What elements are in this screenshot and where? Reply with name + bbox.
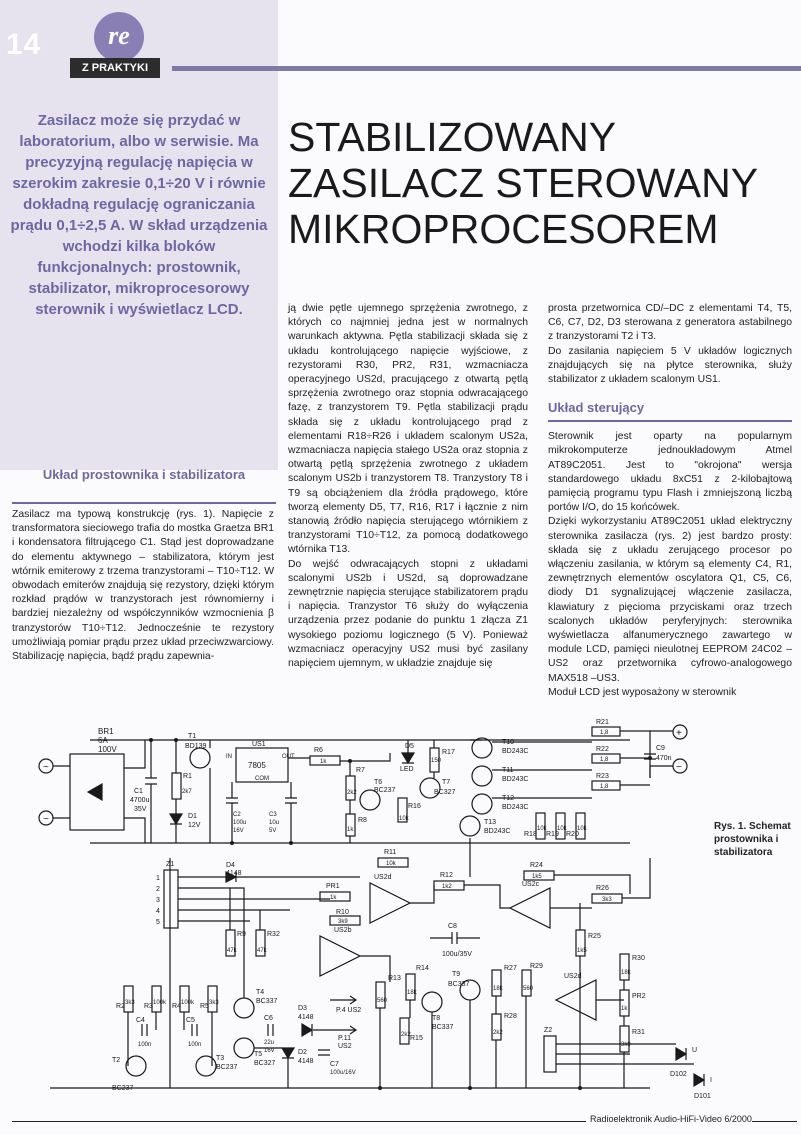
svg-text:US2c: US2c (522, 881, 540, 888)
svg-text:1,8: 1,8 (600, 784, 609, 790)
opamp-us2c (510, 888, 550, 928)
junction-dot (578, 1086, 582, 1090)
svg-text:R17: R17 (442, 749, 455, 756)
svg-text:1,8: 1,8 (600, 757, 609, 763)
capacitor-c5 (192, 1024, 197, 1036)
article-lead: Zasilacz może się przydać w laboratorium, albo w serwisie. Ma precyzyjną regulację napięcia w szerokim zakresie 0,1÷20 V i równie dokładną regulację ograniczania prądu 0,1÷2,5 A. W skład urządzenia wchodzi kilka bloków funkcjonalnych: prostownik, stabilizator, mikroprocesorowy sterownik i wyświetlacz LCD. (10, 112, 268, 318)
resistor-r15 (400, 1018, 409, 1044)
resistor-r27 (492, 970, 501, 996)
column-1 (12, 508, 274, 664)
svg-text:R12: R12 (440, 872, 453, 879)
svg-text:7805: 7805 (248, 761, 266, 770)
capacitor-c1 (145, 740, 157, 843)
svg-text:−: − (676, 762, 682, 773)
svg-text:3k3: 3k3 (209, 1000, 219, 1006)
svg-text:T5: T5 (254, 1051, 263, 1058)
junction-dot (230, 841, 234, 845)
transistor-t8 (422, 992, 442, 1012)
svg-text:OUT: OUT (282, 754, 295, 760)
svg-text:R23: R23 (596, 773, 609, 780)
svg-text:10k: 10k (386, 861, 396, 867)
capacitor-c3 (285, 782, 297, 843)
svg-text:R16: R16 (408, 803, 421, 810)
svg-text:5: 5 (156, 919, 160, 926)
transistor-t10 (472, 738, 492, 758)
svg-text:BD243C: BD243C (502, 748, 529, 755)
svg-text:R3: R3 (144, 1003, 153, 1010)
heading-rule (12, 502, 276, 504)
transistor-t1 (190, 748, 210, 768)
svg-text:2k2: 2k2 (347, 790, 357, 796)
svg-text:BC337: BC337 (432, 1024, 454, 1031)
junction-dot (174, 738, 178, 742)
svg-text:T8: T8 (432, 1015, 441, 1022)
section-tag: Z PRAKTYKI (70, 58, 160, 78)
svg-text:IN: IN (226, 754, 232, 760)
resistor-r31 (620, 1026, 629, 1052)
svg-text:1k5: 1k5 (577, 948, 587, 954)
svg-text:10k: 10k (399, 816, 409, 822)
connector-z1 (164, 870, 178, 928)
svg-text:Z1: Z1 (166, 861, 175, 868)
diode-d3 (302, 1024, 312, 1036)
svg-text:BD243C: BD243C (502, 804, 529, 811)
svg-text:100k: 100k (181, 1000, 195, 1006)
opamp-us2b (320, 936, 360, 976)
svg-text:4700u: 4700u (130, 797, 150, 804)
svg-text:T6: T6 (374, 779, 383, 786)
svg-text:100n: 100n (138, 1042, 152, 1048)
junction-dot (149, 738, 153, 742)
junction-dot (468, 1086, 472, 1090)
svg-text:R30: R30 (632, 955, 645, 962)
svg-text:R9: R9 (237, 931, 246, 938)
svg-text:1k: 1k (347, 827, 354, 833)
svg-text:5V: 5V (269, 828, 277, 834)
svg-text:~: ~ (43, 814, 49, 825)
paragraph: Do zasilania napięciem 5 V układów logicznych znajdujących się na płytce sterownika, służy stabilizator z układem scalonym US1. (548, 345, 792, 386)
svg-text:U: U (692, 1047, 698, 1054)
svg-text:18k: 18k (407, 990, 417, 996)
diode-d2 (282, 1048, 294, 1058)
svg-text:T10: T10 (502, 739, 515, 746)
svg-text:D102: D102 (670, 1071, 687, 1078)
paragraph: Moduł LCD jest wyposażony w sterownik (548, 686, 737, 698)
svg-text:1: 1 (156, 875, 160, 882)
svg-text:3k3: 3k3 (125, 1000, 135, 1006)
svg-text:T11: T11 (502, 767, 514, 774)
svg-text:R7: R7 (356, 767, 365, 774)
svg-text:R20: R20 (566, 831, 579, 838)
svg-text:R11: R11 (384, 849, 397, 856)
junction-dot (348, 759, 352, 763)
column-3 (548, 302, 792, 700)
svg-text:R32: R32 (267, 931, 280, 938)
svg-text:PR1: PR1 (326, 883, 340, 890)
svg-text:470n: 470n (656, 755, 672, 762)
svg-text:10k: 10k (577, 826, 587, 832)
svg-text:560: 560 (377, 998, 388, 1004)
paragraph: Zasilacz ma typową konstrukcję (rys. 1). Napięcie z transformatora sieciowego trafia do mostka Graetza BR1 i kondensatora filtrującego C1. Stąd jest doprowadzane do elementu aktywnego – stabilizatora, którym jest wtórnik emiterowy z trzema tranzystorami – T10÷T12. W obwodach emiterów znajdują się rezystory, dzięki którym rozkład prądów w tranzystorach jest równomierny i bardziej niezależny od współczynników wzmocnienia β tranzystorów T10÷T12. Jednocześnie te rezystory umożliwiają pomiar prądu przez układ przeciwzwarciowy. (12, 509, 274, 648)
resistor-r2 (124, 986, 133, 1012)
svg-text:T9: T9 (452, 971, 461, 978)
svg-text:I: I (710, 1077, 712, 1084)
svg-text:R29: R29 (530, 963, 543, 970)
svg-text:100V: 100V (98, 745, 117, 754)
page-number: 14 (6, 28, 42, 61)
led-d5 (402, 753, 414, 763)
svg-text:BC237: BC237 (374, 787, 396, 794)
svg-text:R1: R1 (183, 773, 192, 780)
junction-dot (378, 1086, 382, 1090)
svg-text:R22: R22 (596, 746, 609, 753)
svg-text:R25: R25 (588, 933, 601, 940)
svg-text:BC337: BC337 (448, 981, 470, 988)
svg-text:BC237: BC237 (216, 1064, 238, 1071)
svg-text:12V: 12V (188, 822, 201, 829)
footer-rule (12, 1121, 586, 1122)
transistor-t13 (460, 816, 480, 836)
svg-text:BD243C: BD243C (484, 828, 511, 835)
svg-text:4148: 4148 (226, 870, 242, 877)
resistor-r30 (620, 954, 629, 980)
capacitor-c8 (430, 932, 480, 944)
svg-text:100n: 100n (188, 1042, 202, 1048)
svg-text:R10: R10 (336, 909, 349, 916)
transistor-t2 (126, 1056, 146, 1076)
svg-text:PR2: PR2 (632, 993, 646, 1000)
svg-text:2: 2 (156, 886, 160, 893)
svg-text:D1: D1 (188, 813, 197, 820)
svg-text:16V: 16V (264, 1048, 275, 1054)
svg-text:C9: C9 (656, 745, 665, 752)
svg-text:T12: T12 (502, 795, 515, 802)
svg-text:R15: R15 (410, 1035, 423, 1042)
transistor-t5 (234, 1038, 254, 1058)
svg-text:BC327: BC327 (434, 789, 456, 796)
svg-text:R6: R6 (314, 747, 323, 754)
svg-text:R24: R24 (530, 862, 543, 869)
figure-caption: Rys. 1. Schemat prostownika i stabilizatora (714, 821, 791, 858)
connector-z2 (544, 1036, 556, 1072)
svg-text:C6: C6 (264, 1015, 273, 1022)
heading-rule (548, 420, 792, 422)
svg-text:100u/35V: 100u/35V (442, 951, 472, 958)
resistor-r4 (180, 986, 189, 1012)
magazine-logo: re (94, 12, 144, 62)
header-rule (172, 66, 801, 71)
svg-text:4148: 4148 (298, 1014, 314, 1021)
svg-text:2k2: 2k2 (401, 1032, 411, 1038)
svg-text:D101: D101 (694, 1093, 711, 1100)
svg-text:US2b: US2b (334, 927, 352, 934)
svg-text:6A: 6A (98, 736, 108, 745)
svg-text:1k: 1k (330, 895, 337, 901)
svg-text:BD243C: BD243C (502, 776, 529, 783)
capacitor-c4 (142, 1024, 147, 1036)
svg-text:1k2: 1k2 (442, 884, 452, 890)
svg-text:R2: R2 (116, 1003, 125, 1010)
svg-text:47k: 47k (257, 948, 267, 954)
svg-text:4148: 4148 (298, 1058, 314, 1065)
svg-text:T4: T4 (256, 989, 265, 996)
resistor-r1 (172, 773, 181, 799)
transistor-t11 (472, 766, 492, 786)
svg-text:R19: R19 (546, 831, 559, 838)
svg-text:COM: COM (255, 776, 269, 782)
svg-text:BC327: BC327 (254, 1060, 276, 1067)
svg-text:16V: 16V (233, 828, 244, 834)
svg-text:P.4 US2: P.4 US2 (336, 1007, 362, 1014)
resistor-r3 (152, 986, 161, 1012)
svg-text:3k9: 3k9 (338, 919, 348, 925)
column-2 (288, 302, 528, 671)
svg-text:C1: C1 (134, 788, 143, 795)
arrow-p4 (330, 996, 356, 1004)
svg-text:1,8: 1,8 (600, 730, 609, 736)
resistor-r7 (346, 776, 355, 800)
svg-text:100u: 100u (233, 820, 247, 826)
paragraph: ją dwie pętle ujemnego sprzężenia zwrotnego, z których co najmniej jedna jest w normalnych warunkach aktywna. Pętla stabilizacji składa się z układu kontrolującego napięcie wyjściowe, z rezystorami R30, PR2, R31, wzmacniacza operacyjnego US2d, pracującego z otwartą pętlą sprzężenia zwrotnego oraz stopnia odwracającego fazę, z tranzystorem T9. Pętla stabilizacji prądu składa się z układu kontrolującego prąd z elementami R18÷R26 i układem scalonym US2a, wzmacniacza napięcia stałego US2a oraz stopnia z otwartą pętlą sprzężenia zwrotnego z układem scalonym US2b i tranzystorem T8. Tranzystory T8 i T9 są obciążeniem dla źródła prądowego, które tworzą elementy D5, T7, R16, R17 i łącznie z nim stanowią źródło napięcia sterującego wtórnikiem z tranzystorami T10÷T12, za pomocą dodatkowego wtórnika T13. (288, 303, 528, 556)
svg-text:LED: LED (400, 766, 414, 773)
resistor-r28 (492, 1014, 501, 1040)
svg-text:100k: 100k (153, 1000, 167, 1006)
diode-symbol (88, 784, 102, 800)
svg-text:18k: 18k (621, 970, 631, 976)
schematic-wire (53, 766, 70, 818)
led-d101 (694, 1074, 704, 1086)
svg-text:2k7: 2k7 (182, 789, 192, 795)
svg-text:P.11: P.11 (338, 1035, 351, 1042)
label-br1: BR1 (98, 727, 114, 736)
svg-text:1k: 1k (621, 1006, 628, 1012)
potentiometer-pr2 (620, 990, 629, 1016)
svg-text:C8: C8 (448, 923, 457, 930)
junction-dot (648, 756, 652, 760)
svg-text:47k: 47k (227, 948, 237, 954)
paragraph: prosta przetwornica CD/–DC z elementami T4, T5, C6, C7, D2, D3 sterowana z generatora astabilnego z tranzystorami T2 i T3. (548, 303, 792, 343)
svg-text:1k: 1k (320, 759, 327, 765)
junction-dot (289, 841, 293, 845)
svg-text:2k2: 2k2 (493, 1030, 503, 1036)
resistor-r29 (522, 970, 531, 996)
footer-rule (752, 1121, 797, 1122)
svg-text:560: 560 (523, 986, 534, 992)
svg-text:+: + (676, 728, 682, 739)
svg-text:C5: C5 (186, 1017, 195, 1024)
svg-text:R14: R14 (416, 965, 429, 972)
schematic-wire (492, 731, 650, 798)
svg-text:10k: 10k (537, 826, 547, 832)
schematic-diagram (30, 718, 720, 1103)
svg-text:R8: R8 (358, 817, 367, 824)
svg-text:R27: R27 (504, 965, 517, 972)
paragraph: Sterownik jest oparty na popularnym mikrokomputerze jednoukładowym Atmel AT89C2051. Jest to "okrojona" wersja standardowego układu 8xC51 z 2-kilobajtową pamięcią programu typu Flash i zmniejszoną liczbą portów I/O, do 15 końcówek. (548, 431, 792, 514)
svg-text:R5: R5 (200, 1003, 209, 1010)
opamp-us2d-upper (370, 883, 410, 923)
svg-text:R31: R31 (632, 1029, 645, 1036)
svg-text:10k: 10k (557, 826, 567, 832)
svg-text:BD139: BD139 (185, 743, 207, 750)
svg-text:35V: 35V (134, 806, 147, 813)
svg-text:C2: C2 (233, 812, 241, 818)
svg-text:C7: C7 (330, 1061, 339, 1068)
svg-text:R13: R13 (388, 975, 401, 982)
capacitor-c7 (318, 1050, 330, 1055)
svg-text:3k3: 3k3 (602, 897, 612, 903)
resistor-r13 (376, 982, 385, 1008)
svg-text:D3: D3 (298, 1005, 307, 1012)
svg-text:~: ~ (43, 762, 49, 773)
svg-text:BC337: BC337 (256, 998, 278, 1005)
svg-text:150: 150 (431, 758, 442, 764)
svg-text:D4: D4 (226, 862, 235, 869)
opamp-us2d-lower (556, 980, 596, 1020)
svg-text:R26: R26 (596, 885, 609, 892)
paragraph: Do wejść odwracających stopni z układami scalonymi US2b i US2d, są doprowadzane zewnętrznie napięcia sterujące stabilizatorem prądu i napięcia. Tranzystor T6 służy do wyłączenia urządzenia przez podanie do punktu 1 złącza Z1 wysokiego poziomu logicznego (5 V). Ponieważ wzmacniacz operacyjny US2 musi być zasilany napięciem ujemnym, w układzie znajduje się (288, 558, 528, 670)
svg-text:D2: D2 (298, 1049, 307, 1056)
svg-text:3k9: 3k9 (621, 1042, 631, 1048)
section-heading-control: Układ sterujący (548, 400, 645, 416)
svg-text:C4: C4 (136, 1017, 145, 1024)
svg-text:R28: R28 (504, 1013, 517, 1020)
resistor-r14 (406, 974, 415, 1000)
svg-text:T13: T13 (484, 819, 497, 826)
svg-text:C3: C3 (269, 812, 277, 818)
transistor-t4 (234, 998, 254, 1018)
svg-text:US2d: US2d (374, 874, 392, 881)
svg-text:18k: 18k (493, 986, 503, 992)
svg-text:22u: 22u (264, 1040, 275, 1046)
paragraph: Dzięki wykorzystaniu AT89C2051 układ elektryczny sterownika zasilacza (rys. 2) jest bardzo prosty: składa się z układu zerującego procesor po włączeniu zasilania, w którym są elementy C4, R1, zewnętrznych elementów oscylatora Q1, C5, C6, diody D1 sygnalizującej włączenie zasilacza, klawiatury z pięcioma przyciskami oraz trzech scalonych układów peryferyjnych: sterownika wyświetlacza alfanumerycznego zawartego w module LCD, pamięci nieulotnej EEPROM 24C02 –US2 oraz przetwornika cyfrowo-analogowego MAX518 –US3. (548, 516, 792, 684)
resistor-r5 (208, 986, 217, 1012)
capacitor-c6 (268, 1024, 273, 1036)
svg-text:US2d: US2d (564, 973, 582, 980)
zener-d1 (170, 814, 182, 824)
svg-text:Z2: Z2 (544, 1027, 553, 1034)
svg-text:10u: 10u (269, 820, 280, 826)
svg-text:1k5: 1k5 (532, 874, 542, 880)
arrow-p11 (330, 1026, 356, 1034)
svg-text:T2: T2 (112, 1057, 121, 1064)
svg-text:R21: R21 (596, 719, 609, 726)
transistor-t12 (472, 794, 492, 814)
footer-text: Radioelektronik Audio-HiFi-Video 6/2000 (590, 1114, 752, 1124)
svg-text:D5: D5 (405, 743, 414, 750)
paragraph: Stabilizację napięcia, bądź prądu zapewnia- (12, 651, 215, 663)
svg-text:T7: T7 (442, 779, 451, 786)
svg-text:R4: R4 (172, 1003, 181, 1010)
svg-text:T3: T3 (216, 1055, 225, 1062)
section-heading-rectifier: Układ prostownika i stabilizatora (42, 467, 246, 482)
svg-text:BC237: BC237 (112, 1085, 134, 1092)
transistor-t3 (196, 1056, 216, 1076)
svg-text:4: 4 (156, 908, 160, 915)
svg-text:R18: R18 (524, 831, 537, 838)
svg-text:T1: T1 (188, 733, 197, 740)
svg-text:3: 3 (156, 897, 160, 904)
svg-text:100u/16V: 100u/16V (330, 1070, 356, 1076)
article-title: STABILIZOWANY ZASILACZ STEROWANY MIKROPROCESOREM (288, 114, 758, 252)
svg-text:US2: US2 (338, 1043, 352, 1050)
svg-text:US1: US1 (252, 741, 266, 748)
led-d102 (676, 1048, 686, 1060)
